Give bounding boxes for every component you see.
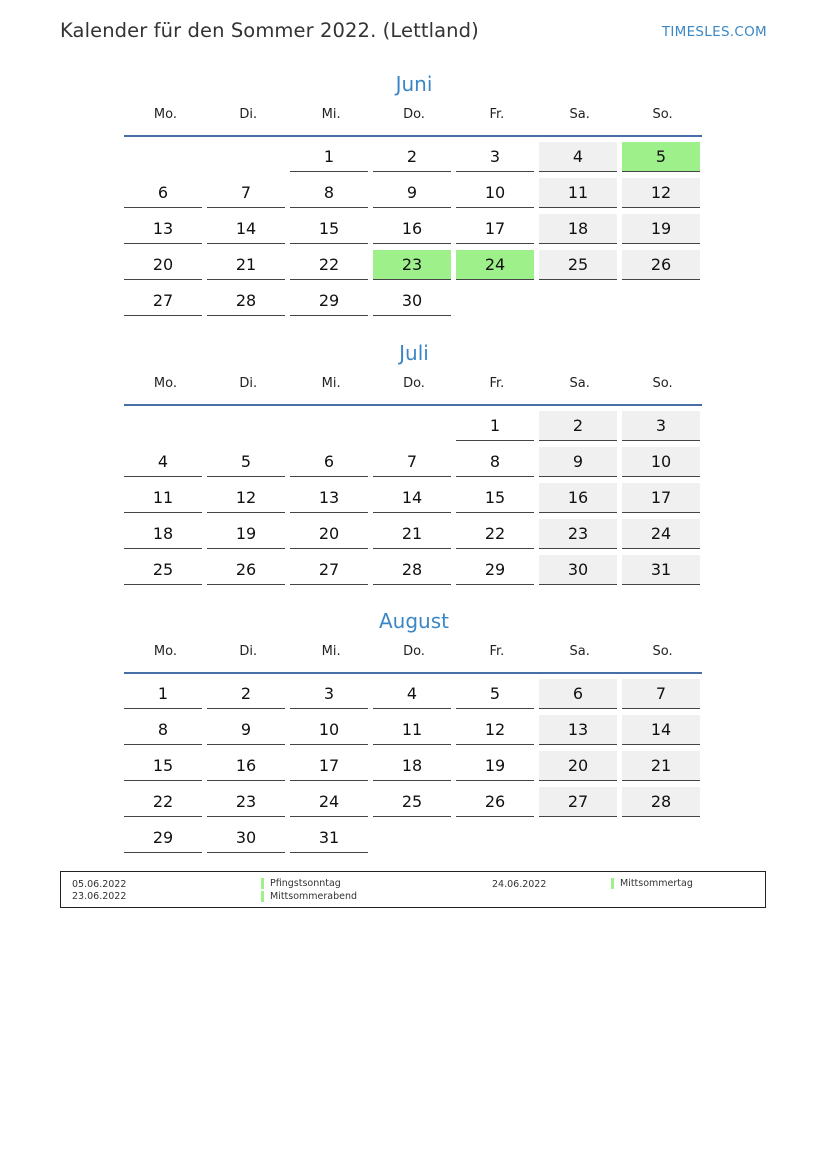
- day-cell: 22: [290, 250, 368, 280]
- day-cell: 16: [539, 483, 617, 513]
- empty-cell: [373, 411, 451, 441]
- day-cell: 18: [373, 751, 451, 781]
- header-rule: [124, 672, 702, 674]
- empty-cell: [124, 142, 202, 172]
- day-cell: 7: [207, 178, 285, 208]
- day-cell: 8: [290, 178, 368, 208]
- day-cell: 5: [622, 142, 700, 172]
- day-cell: 23: [373, 250, 451, 280]
- day-cell: 16: [373, 214, 451, 244]
- week-row: [124, 555, 704, 591]
- day-cell: 21: [373, 519, 451, 549]
- weekday-label: Mi.: [321, 107, 341, 122]
- day-cell: 18: [539, 214, 617, 244]
- day-cell: 24: [456, 250, 534, 280]
- day-cell: 9: [539, 447, 617, 477]
- week-row: [124, 519, 704, 555]
- day-cell: 21: [207, 250, 285, 280]
- day-cell: 26: [622, 250, 700, 280]
- brand-link[interactable]: TIMESLES.COM: [661, 24, 767, 40]
- day-cell: 13: [124, 214, 202, 244]
- day-cell: 30: [539, 555, 617, 585]
- week-row: [124, 715, 704, 751]
- day-cell: 2: [207, 679, 285, 709]
- weekday-label: Mi.: [321, 644, 341, 659]
- month-august: [124, 605, 704, 859]
- day-cell: 31: [622, 555, 700, 585]
- month-title: Juli: [399, 341, 429, 365]
- empty-cell: [290, 411, 368, 441]
- day-cell: 22: [124, 787, 202, 817]
- week-row: [124, 751, 704, 787]
- weekday-label: Do.: [403, 376, 425, 391]
- weekday-label: Do.: [403, 107, 425, 122]
- legend-holiday-name: Pfingstsonntag: [261, 878, 341, 889]
- weekday-label: Fr.: [489, 376, 505, 391]
- day-cell: 17: [290, 751, 368, 781]
- day-cell: 14: [622, 715, 700, 745]
- empty-cell: [622, 823, 700, 853]
- day-cell: 16: [207, 751, 285, 781]
- day-cell: 7: [373, 447, 451, 477]
- month-june: [124, 68, 704, 322]
- empty-cell: [456, 823, 534, 853]
- day-cell: 25: [539, 250, 617, 280]
- day-cell: 5: [456, 679, 534, 709]
- weekday-label: Mo.: [153, 107, 177, 122]
- holiday-legend: [60, 871, 766, 908]
- day-cell: 7: [622, 679, 700, 709]
- weekday-header: [124, 641, 704, 668]
- empty-cell: [456, 286, 534, 316]
- day-cell: 13: [539, 715, 617, 745]
- weekday-label: Di.: [239, 107, 258, 122]
- weekday-label: So.: [652, 107, 673, 122]
- day-cell: 24: [622, 519, 700, 549]
- empty-cell: [124, 411, 202, 441]
- day-cell: 1: [456, 411, 534, 441]
- day-cell: 29: [124, 823, 202, 853]
- weekday-label: So.: [652, 376, 673, 391]
- legend-date: 05.06.2022: [72, 879, 127, 890]
- day-cell: 17: [622, 483, 700, 513]
- page-title: Kalender für den Sommer 2022. (Lettland): [60, 19, 479, 42]
- day-cell: 27: [290, 555, 368, 585]
- day-cell: 8: [124, 715, 202, 745]
- legend-holiday-name: Mittsommerabend: [261, 891, 357, 902]
- day-cell: 25: [124, 555, 202, 585]
- empty-cell: [373, 823, 451, 853]
- week-row: [124, 787, 704, 823]
- day-grid: [124, 679, 704, 859]
- weekday-header: [124, 373, 704, 400]
- empty-cell: [207, 411, 285, 441]
- day-grid: [124, 142, 704, 322]
- month-title: August: [379, 609, 449, 633]
- month-july: [124, 337, 704, 591]
- weekday-label: Sa.: [569, 107, 590, 122]
- weekday-label: Fr.: [489, 107, 505, 122]
- day-cell: 1: [124, 679, 202, 709]
- day-cell: 5: [207, 447, 285, 477]
- week-row: [124, 411, 704, 447]
- empty-cell: [539, 286, 617, 316]
- day-cell: 12: [456, 715, 534, 745]
- day-cell: 4: [539, 142, 617, 172]
- day-cell: 3: [622, 411, 700, 441]
- day-cell: 11: [539, 178, 617, 208]
- weekday-label: Di.: [239, 376, 258, 391]
- day-cell: 27: [124, 286, 202, 316]
- day-grid: [124, 411, 704, 591]
- day-cell: 30: [207, 823, 285, 853]
- day-cell: 21: [622, 751, 700, 781]
- day-cell: 28: [373, 555, 451, 585]
- weekday-label: Do.: [403, 644, 425, 659]
- day-cell: 19: [622, 214, 700, 244]
- day-cell: 17: [456, 214, 534, 244]
- weekday-label: Sa.: [569, 376, 590, 391]
- day-cell: 10: [290, 715, 368, 745]
- week-row: [124, 447, 704, 483]
- day-cell: 14: [207, 214, 285, 244]
- day-cell: 3: [456, 142, 534, 172]
- day-cell: 9: [373, 178, 451, 208]
- day-cell: 28: [622, 787, 700, 817]
- day-cell: 6: [539, 679, 617, 709]
- day-cell: 26: [456, 787, 534, 817]
- day-cell: 19: [207, 519, 285, 549]
- day-cell: 27: [539, 787, 617, 817]
- day-cell: 23: [207, 787, 285, 817]
- empty-cell: [207, 142, 285, 172]
- day-cell: 15: [456, 483, 534, 513]
- day-cell: 2: [373, 142, 451, 172]
- day-cell: 24: [290, 787, 368, 817]
- weekday-label: Fr.: [489, 644, 505, 659]
- day-cell: 11: [373, 715, 451, 745]
- day-cell: 19: [456, 751, 534, 781]
- day-cell: 12: [622, 178, 700, 208]
- day-cell: 13: [290, 483, 368, 513]
- legend-date: 23.06.2022: [72, 891, 127, 902]
- day-cell: 30: [373, 286, 451, 316]
- week-row: [124, 142, 704, 178]
- header-rule: [124, 135, 702, 137]
- day-cell: 11: [124, 483, 202, 513]
- day-cell: 14: [373, 483, 451, 513]
- weekday-label: Mo.: [153, 376, 177, 391]
- day-cell: 3: [290, 679, 368, 709]
- day-cell: 10: [622, 447, 700, 477]
- day-cell: 29: [290, 286, 368, 316]
- week-row: [124, 250, 704, 286]
- week-row: [124, 823, 704, 859]
- day-cell: 18: [124, 519, 202, 549]
- week-row: [124, 178, 704, 214]
- day-cell: 1: [290, 142, 368, 172]
- day-cell: 20: [124, 250, 202, 280]
- day-cell: 4: [373, 679, 451, 709]
- day-cell: 9: [207, 715, 285, 745]
- day-cell: 20: [539, 751, 617, 781]
- day-cell: 25: [373, 787, 451, 817]
- weekday-label: Mi.: [321, 376, 341, 391]
- day-cell: 10: [456, 178, 534, 208]
- day-cell: 20: [290, 519, 368, 549]
- day-cell: 6: [124, 178, 202, 208]
- weekday-label: So.: [652, 644, 673, 659]
- week-row: [124, 286, 704, 322]
- weekday-label: Mo.: [153, 644, 177, 659]
- day-cell: 6: [290, 447, 368, 477]
- day-cell: 29: [456, 555, 534, 585]
- day-cell: 26: [207, 555, 285, 585]
- weekday-label: Sa.: [569, 644, 590, 659]
- month-title: Juni: [395, 72, 433, 96]
- weekday-label: Di.: [239, 644, 258, 659]
- week-row: [124, 214, 704, 250]
- legend-holiday-name: Mittsommertag: [611, 878, 693, 889]
- week-row: [124, 483, 704, 519]
- day-cell: 28: [207, 286, 285, 316]
- day-cell: 15: [124, 751, 202, 781]
- day-cell: 31: [290, 823, 368, 853]
- weekday-header: [124, 104, 704, 131]
- day-cell: 22: [456, 519, 534, 549]
- day-cell: 23: [539, 519, 617, 549]
- header-rule: [124, 404, 702, 406]
- day-cell: 2: [539, 411, 617, 441]
- day-cell: 15: [290, 214, 368, 244]
- empty-cell: [539, 823, 617, 853]
- week-row: [124, 679, 704, 715]
- day-cell: 12: [207, 483, 285, 513]
- legend-date: 24.06.2022: [492, 879, 547, 890]
- day-cell: 8: [456, 447, 534, 477]
- day-cell: 4: [124, 447, 202, 477]
- empty-cell: [622, 286, 700, 316]
